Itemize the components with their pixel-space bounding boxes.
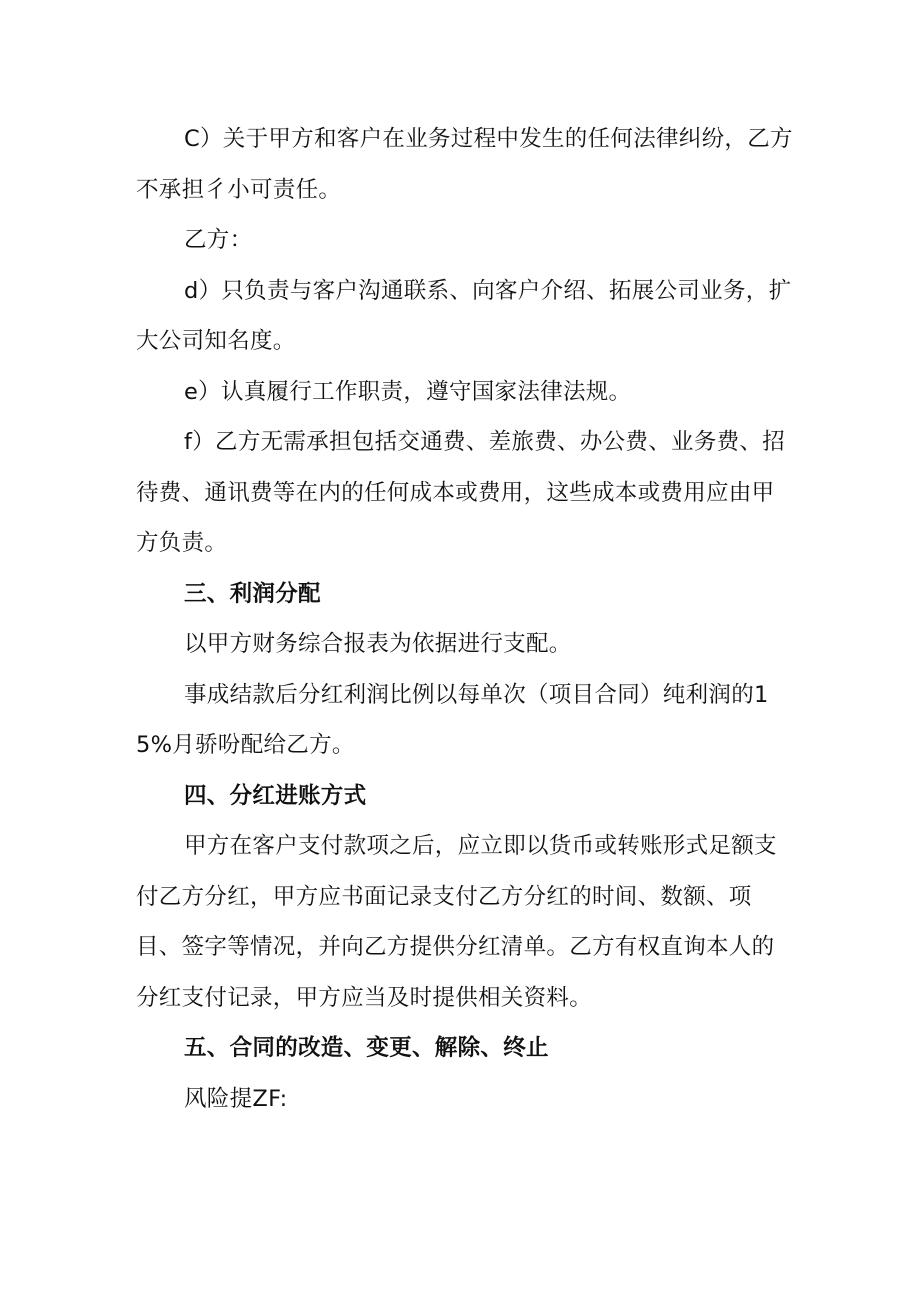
party-b-label: 乙方： [184,227,253,253]
document-body [136,114,796,1124]
clause-e-paragraph: e）认真履行工作职责，遵守国家法律法规。 [184,378,632,405]
section-heading-dividend-payment: 四、分红进账方式 [184,782,367,809]
dividend-payment-paragraph: 甲方在客户支付款项之后，应立即以货币或转账形式足额支付乙方分红，甲方应书面记录支付乙方分红的时间、数额、项目、签字等情况，并向乙方提供分红清单。乙方有权直询本人的分红支付记录，甲方应当及时提供相关资料。 [136,833,777,1011]
profit-basis-paragraph: 以甲方财务综合报表为依据进行支配。 [184,631,572,657]
risk-notice-paragraph: 风险提ZF: [184,1085,288,1112]
profit-ratio-paragraph: 事成结款后分红利润比例以每单次（项目合同）纯利润的15%月骄吩配给乙方。 [136,681,769,758]
clause-c-paragraph: C）关于甲方和客户在业务过程中发生的任何法律纠纷，乙方不承担彳小可责任。 [136,126,793,203]
section-heading-profit-distribution: 三、利润分配 [184,580,321,607]
clause-f-paragraph: f）乙方无需承担包括交通费、差旅费、办公费、业务费、招待费、通讯费等在内的任何成本或费用，这些成本或费用应由甲方负责。 [136,429,786,556]
clause-d-paragraph: d）只负责与客户沟通联系、向客户介绍、拓展公司业务，扩大公司知名度。 [136,277,792,354]
section-heading-contract-changes: 五、合同的改造、变更、解除、终止 [184,1035,549,1061]
